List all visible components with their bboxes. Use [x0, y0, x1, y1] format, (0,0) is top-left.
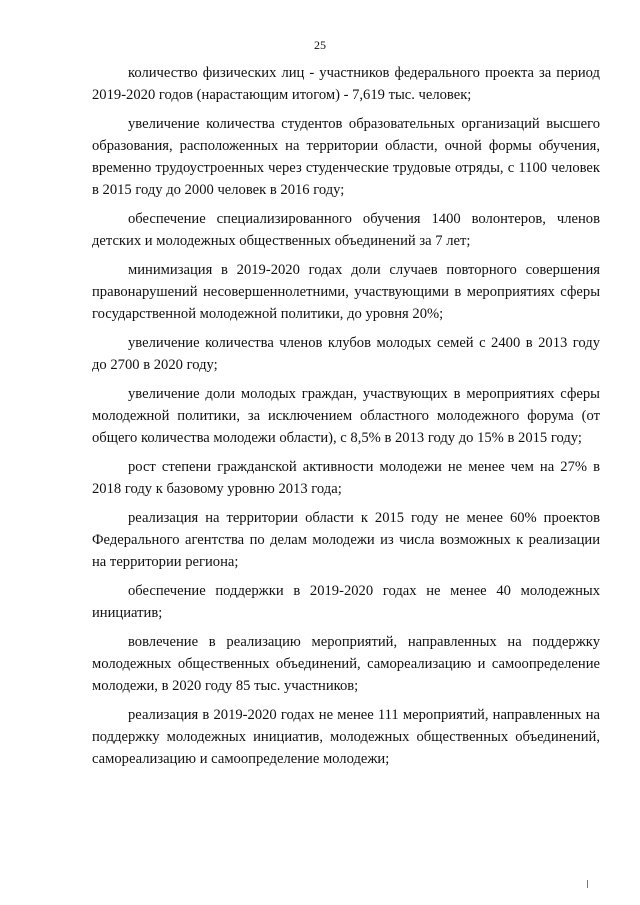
paragraph-student-brigades: увеличение количества студентов образовательных организаций высшего образования, расположенных на территории области, очной формы обучения, временно трудоустроенных через студенческие трудовые отряды, с 1100 человек в 2015 году до 2000 человек в 2016 году;	[92, 116, 600, 198]
paragraph-volunteer-training: обеспечение специализированного обучения 1400 волонтеров, членов детских и молодежных общественных объединений за 7 лет;	[92, 211, 600, 249]
scan-mark	[587, 880, 588, 888]
paragraph-youth-initiatives-support: обеспечение поддержки в 2019-2020 годах не менее 40 молодежных инициатив;	[92, 583, 600, 621]
paragraph-youth-participation-share: увеличение доли молодых граждан, участвующих в мероприятиях сферы молодежной политики, за исключением областного молодежного форума (от общего количества молодежи области), с 8,5% в 2013 году до 15% в 2015 году;	[92, 386, 600, 446]
paragraph-offense-minimization: минимизация в 2019-2020 годах доли случаев повторного совершения правонарушений несовершеннолетними, участвующими в мероприятиях сферы государственной молодежной политики, до уровня 20%;	[92, 262, 600, 322]
paragraph-event-participants: вовлечение в реализацию мероприятий, направленных на поддержку молодежных общественных объединений, самореализацию и самоопределение молодежи, в 2020 году 85 тыс. участников;	[92, 634, 600, 694]
paragraph-young-family-clubs: увеличение количества членов клубов молодых семей с 2400 в 2013 году до 2700 в 2020 году;	[92, 335, 600, 373]
paragraph-participants-count: количество физических лиц - участников федерального проекта за период 2019-2020 годов (нарастающим итогом) - 7,619 тыс. человек;	[92, 65, 600, 103]
paragraph-federal-agency-projects: реализация на территории области к 2015 году не менее 60% проектов Федерального агентства по делам молодежи из числа возможных к реализации на территории региона;	[92, 510, 600, 570]
page-number: 25	[314, 38, 326, 52]
document-body	[92, 62, 600, 777]
paragraph-events-count: реализация в 2019-2020 годах не менее 111 мероприятий, направленных на поддержку молодежных инициатив, молодежных общественных объединений, самореализацию и самоопределение молодежи;	[92, 707, 600, 767]
paragraph-civic-activity: рост степени гражданской активности молодежи не менее чем на 27% в 2018 году к базовому уровню 2013 года;	[92, 459, 600, 497]
